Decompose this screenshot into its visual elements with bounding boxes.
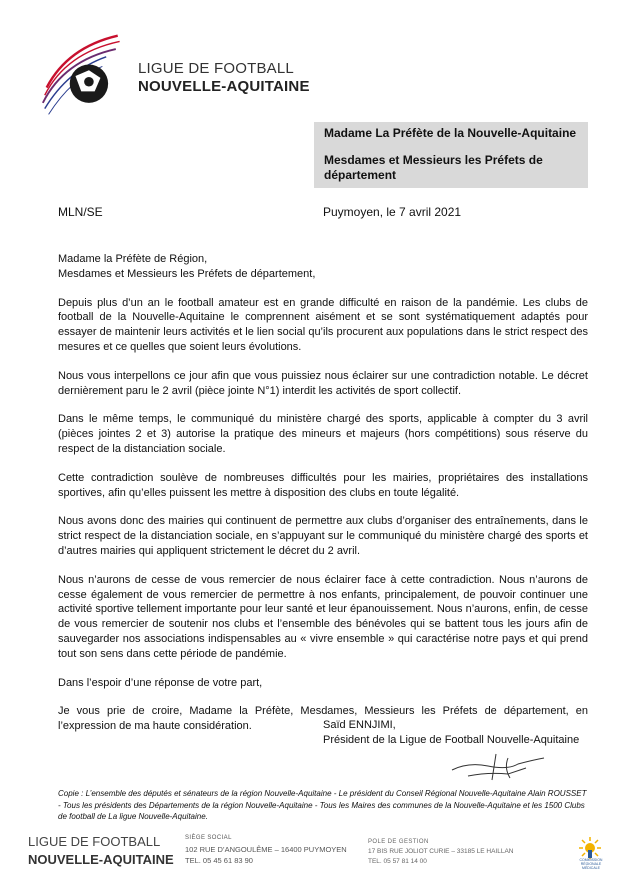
header-org-name bbox=[138, 60, 310, 96]
footer-org-name bbox=[28, 833, 174, 869]
header-org-line1: LIGUE DE FOOTBALL bbox=[138, 60, 294, 77]
paragraph: Dans le même temps, le communiqué du ministère chargé des sports, applicable à compter du 3 avril (pièces jointes 2 et 3) autorise la pratique des mineurs et majeurs (hors compétitions) sous réserve du respect de la distanciation sociale. bbox=[58, 413, 588, 455]
footer-org-line1: LIGUE DE FOOTBALL bbox=[28, 834, 161, 849]
footer-head-office bbox=[185, 833, 347, 866]
siege-tel: TEL. 05 45 61 83 90 bbox=[185, 856, 253, 865]
paragraph: Nous vous interpellons ce jour afin que vous puissiez nous éclairer sur une contradiction notable. Le décret dernièrement paru le 2 avril (pièce jointe N°1) interdit les activités de sport collectif. bbox=[58, 369, 588, 397]
handwritten-signature bbox=[448, 748, 548, 784]
recipient-line1: Madame La Préfète de la Nouvelle-Aquitaine bbox=[324, 126, 577, 140]
recipient-box bbox=[314, 122, 588, 188]
medical-commission-text: COMMISSION RÉGIONALE MÉDICALE bbox=[579, 858, 603, 870]
signatory-block bbox=[323, 718, 579, 748]
letter-date: Puymoyen, le 7 avril 2021 bbox=[323, 205, 462, 219]
medical-commission-logo bbox=[578, 836, 602, 860]
signatory-name: Saïd ENNJIMI, bbox=[323, 719, 396, 731]
paragraph: Nous avons donc des mairies qui continuent de permettre aux clubs d’organiser des entraînements, dans le strict respect de la distanciation sociale, en s’appuyant sur le communiqué du ministère chargé des sports et d’autres mairies qui appliquent strictement le décret du 2 avril. bbox=[58, 515, 588, 557]
pole-label: POLE DE GESTION bbox=[368, 839, 429, 845]
siege-address: 102 RUE D’ANGOULÊME – 16400 PUYMOYEN bbox=[185, 845, 347, 854]
header-org-line2: NOUVELLE-AQUITAINE bbox=[138, 78, 310, 95]
league-logo bbox=[38, 28, 136, 124]
paragraph: Dans l’espoir d’une réponse de votre part, bbox=[58, 676, 263, 689]
paragraph: Cette contradiction soulève de nombreuses difficultés pour les mairies, propriétaires des installations sportives, afin qu’elles puissent les mettre à disposition des clubs en toute légalité. bbox=[58, 471, 588, 499]
signatory-title: Président de la Ligue de Football Nouvelle-Aquitaine bbox=[323, 734, 580, 746]
paragraph: Depuis plus d’un an le football amateur est en grande difficulté en raison de la pandémie. Les clubs de football de la Nouvelle-Aquitaine le comprennent aisément et se sont systématiquement adaptés pour essayer de maintenir leurs activités et le lien social qu’ils procurent aux populations dans le strict respect des mesures et ce quelles que soient leurs évolutions. bbox=[58, 296, 588, 353]
salutation-line1: Madame la Préfète de Région, bbox=[58, 253, 208, 265]
footer-management-pole bbox=[368, 837, 513, 867]
paragraph: Nous n’aurons de cesse de vous remercier de nous éclairer face à cette contradiction. Nous n’aurons de cesse également de vous remercier de permettre à nos enfants, principalement, de pouvoir continuer une activité sportive tellement importante pour leur santé et leur épanouissement. Nous n’aurons, enfin, de cesse de vous remercier de soutenir nos clubs et l’ensemble des bénévoles qui se battent tous les jours afin de sauvegarder nos associations indispensables au « vivre ensemble » qui caractérise notre pays et qui prend tout son sens dans cette période de pandémie. bbox=[58, 573, 588, 660]
footer-org-line2: NOUVELLE-AQUITAINE bbox=[28, 852, 174, 867]
siege-label: SIÈGE SOCIAL bbox=[185, 835, 232, 841]
salutation bbox=[58, 252, 588, 282]
pole-address: 17 BIS RUE JOLIOT CURIE – 33185 LE HAILLAN bbox=[368, 848, 514, 855]
copy-recipients: Copie : L’ensemble des députés et sénateurs de la région Nouvelle-Aquitaine - Le président du Conseil Régional Nouvelle-Aquitaine Alain ROUSSET - Tous les présidents des Départements de la région Nouvelle-Aquitaine - Tous les Maires des communes de la Nouvelle-Aquitaine et les 1500 Clubs de football de La ligue Nouvelle-Aquitaine. bbox=[58, 789, 587, 821]
letter-body bbox=[58, 252, 588, 748]
paragraph: Je vous prie de croire, Madame la Préfète, Mesdames, Messieurs les Préfets de département, en l’expression de ma haute considération. bbox=[58, 705, 588, 733]
salutation-line2: Mesdames et Messieurs les Préfets de département, bbox=[58, 267, 316, 280]
pole-tel: TEL. 05 57 81 14 00 bbox=[368, 858, 427, 865]
reference: MLN/SE bbox=[58, 205, 103, 219]
recipient-line2: Mesdames et Messieurs les Préfets de département bbox=[324, 153, 543, 182]
